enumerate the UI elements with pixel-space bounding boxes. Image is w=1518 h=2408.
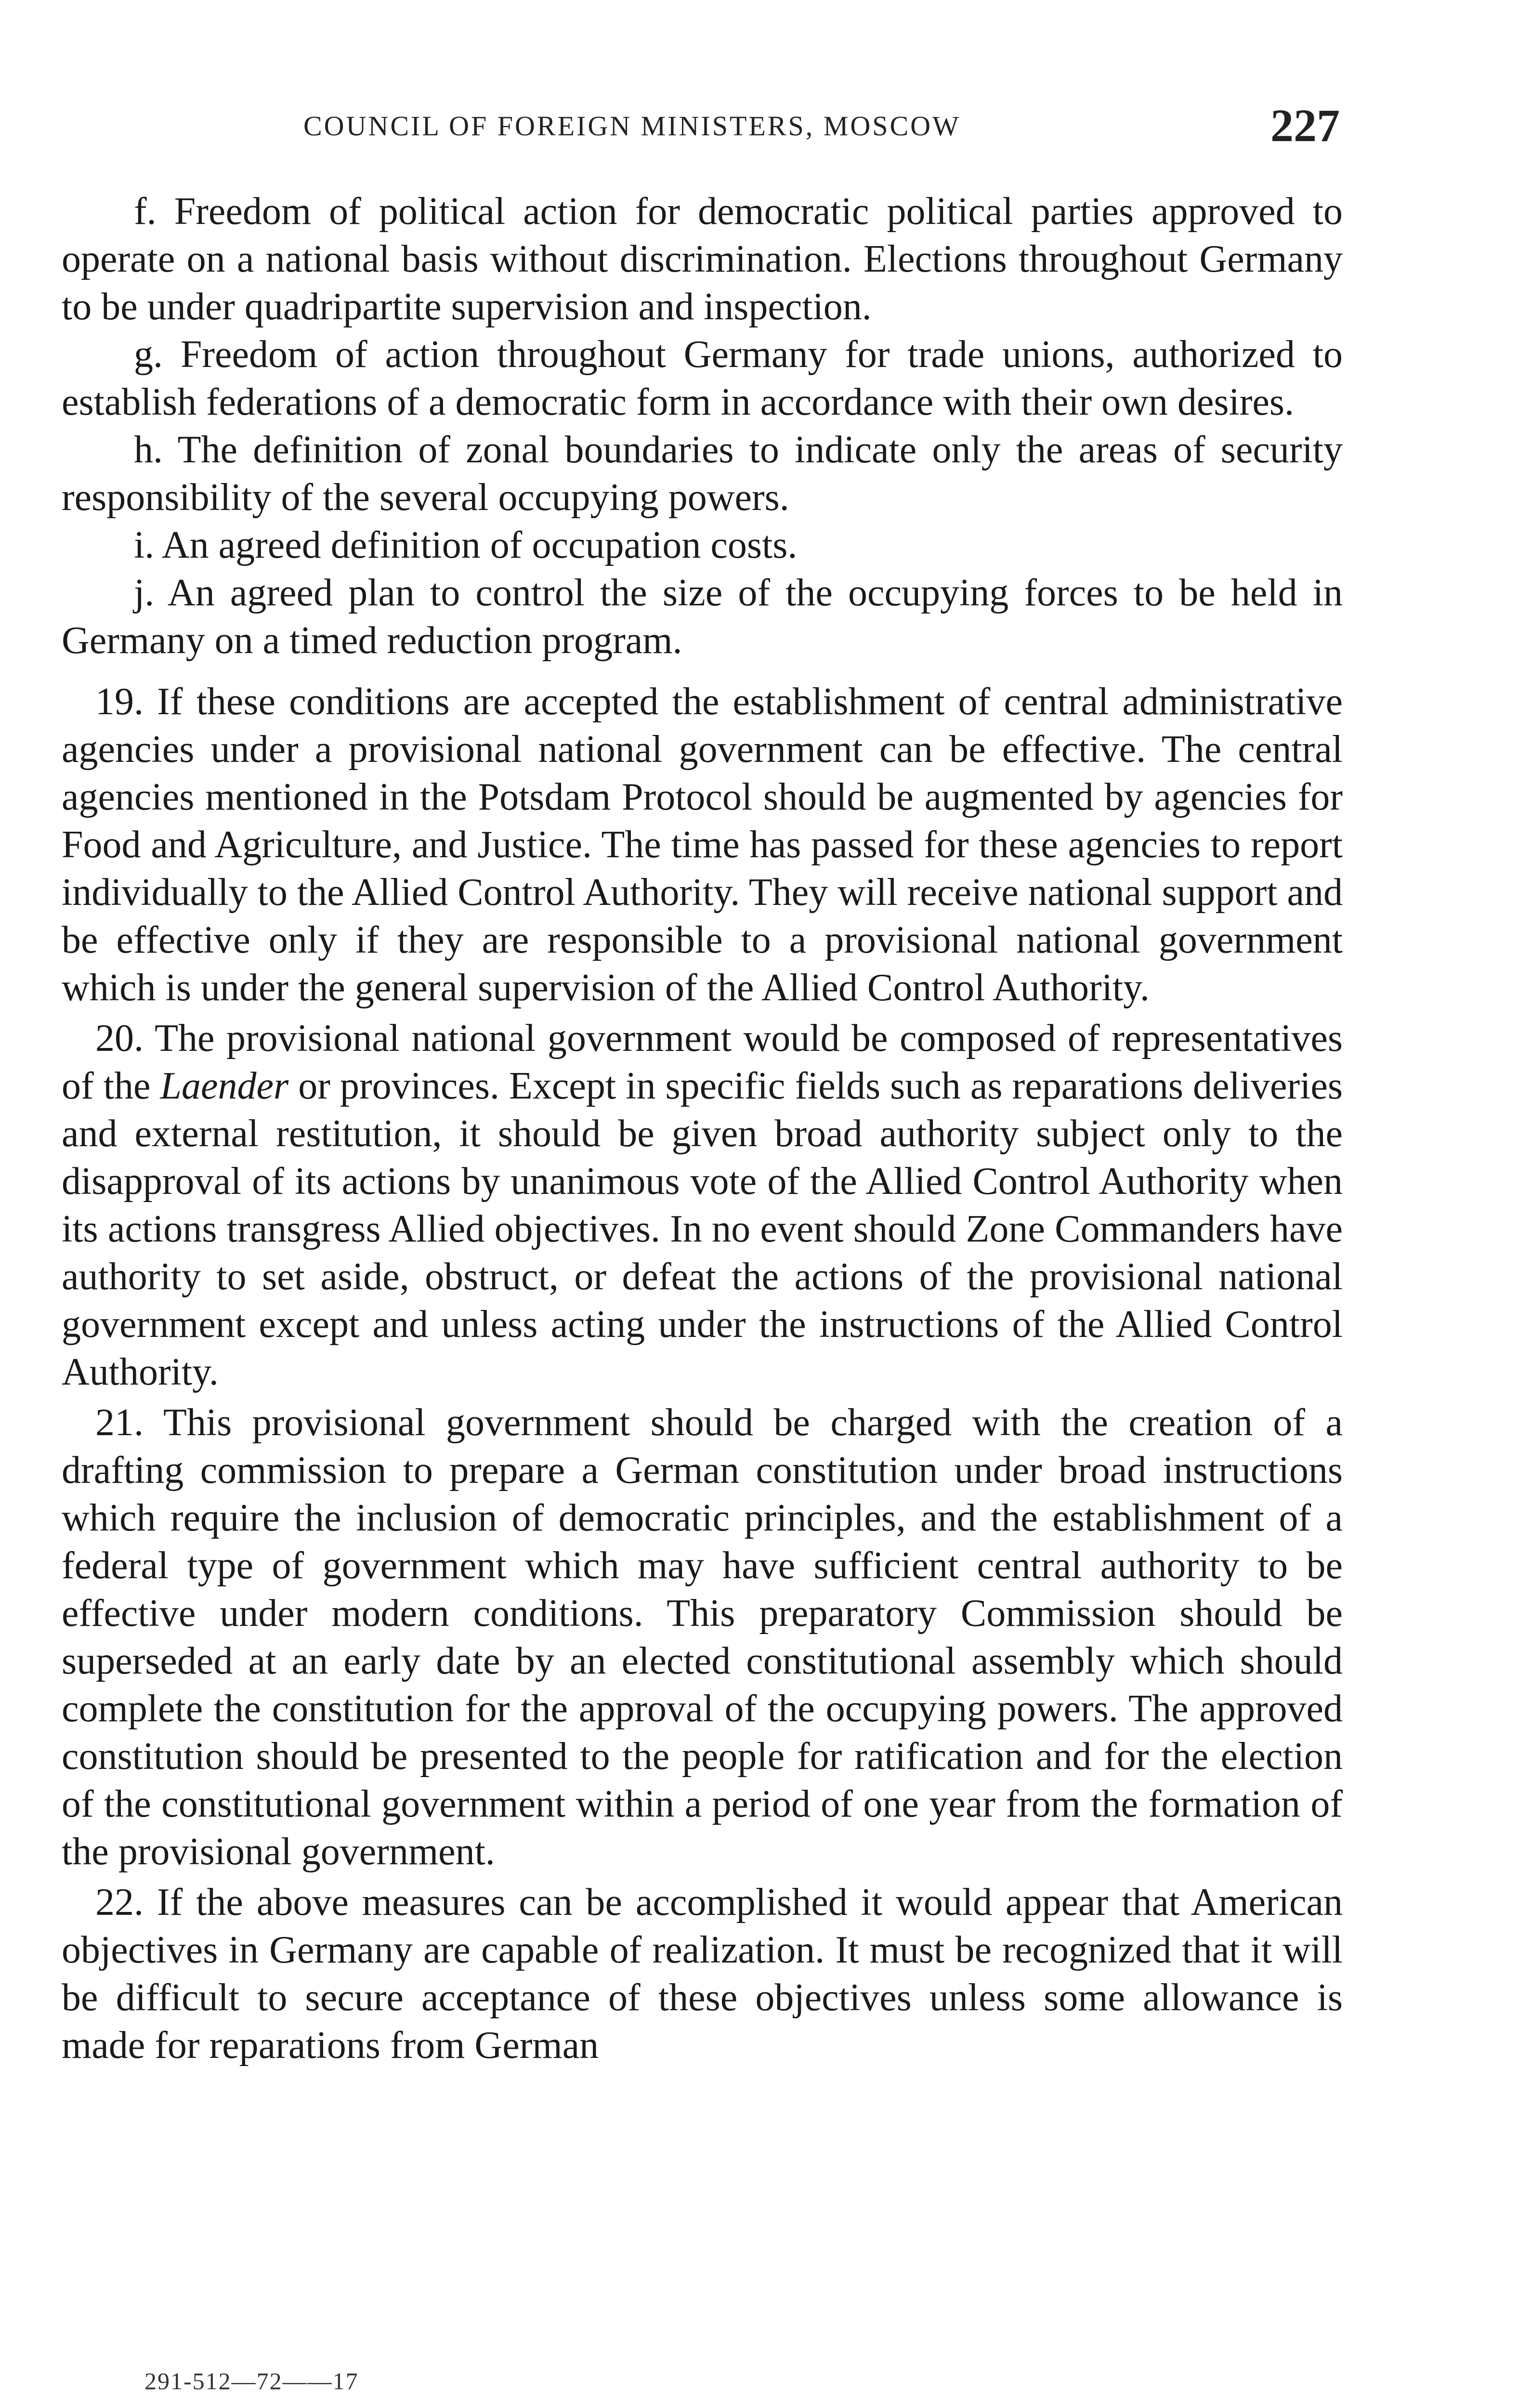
subitem-h: h. The definition of zonal boundaries to indicate only the areas of security responsibility of the several occupying powers.: [62, 429, 1343, 519]
page-number: 227: [1270, 100, 1340, 151]
paragraph-20: [62, 1015, 1343, 1396]
paragraph-21: 21. This provisional government should be charged with the creation of a drafting commission to prepare a German constitution under broad instructions which require the inclusion of democratic principles, and the establishment of a federal type of government which may have sufficient central authority to be effective under modern conditions. This preparatory Commission should be superseded at an early date by an elected constitutional assembly which should complete the constitution for the approval of the occupying powers. The approved constitution should be presented to the people for ratification and for the election of the constitutional government within a period of one year from the formation of the provisional government.: [62, 1401, 1343, 1873]
paragraph-22: 22. If the above measures can be accomplished it would appear that American objectives in Germany are capable of realization. It must be recognized that it will be difficult to secure acceptance of these objectives unless some allowance is made for reparations from German: [62, 1881, 1343, 2067]
subitem-f: f. Freedom of political action for democratic political parties approved to operate on a national basis without discrimination. Elections throughout Germany to be under quadripartite supervision and inspection.: [62, 190, 1343, 328]
running-title: COUNCIL OF FOREIGN MINISTERS, MOSCOW: [303, 110, 961, 142]
print-code: 291-512—72——17: [144, 2368, 359, 2395]
paragraph-20-end: or provinces. Except in specific fields such as reparations deliveries and external restitution, it should be given broad authority subject only to the disapproval of its actions by unanimous vote of the Allied Control Authority when its actions transgress Allied objectives. In no event should Zone Commanders have authority to set aside, obstruct, or defeat the actions of the provisional national government except and unless acting under the instructions of the Allied Control Authority.: [62, 1065, 1343, 1393]
paragraph-19: 19. If these conditions are accepted the establishment of central administrative agencies under a provisional national government can be effective. The central agencies mentioned in the Potsdam Protocol should be augmented by agencies for Food and Agriculture, and Justice. The time has passed for these agencies to report individually to the Allied Control Authority. They will receive national support and be effective only if they are responsible to a provisional national government which is under the general supervision of the Allied Control Authority.: [62, 681, 1343, 1009]
paragraph-20-start: 20. The provisional national government would be composed of representatives of the: [62, 1017, 1343, 1107]
subitem-g: g. Freedom of action throughout Germany for trade unions, authorized to establish federations of a democratic form in accordance with their own desires.: [62, 333, 1343, 423]
paragraph-20-italic-term: Laender: [160, 1065, 289, 1107]
body-text: [62, 188, 1343, 2069]
subitem-i: i. An agreed definition of occupation costs.: [134, 524, 798, 566]
subitem-j: j. An agreed plan to control the size of the occupying forces to be held in Germany on a timed reduction program.: [62, 572, 1343, 662]
